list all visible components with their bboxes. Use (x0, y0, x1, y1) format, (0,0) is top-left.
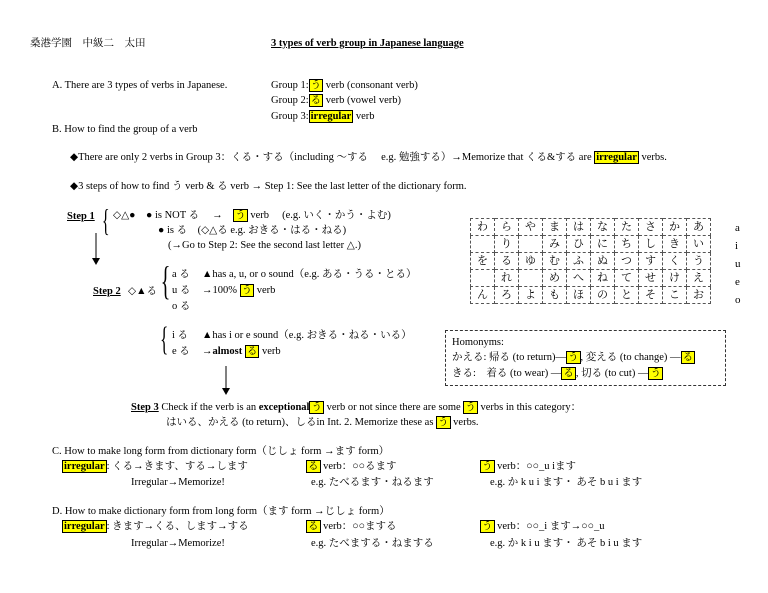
step3-line1: Step 3 Check if the verb is an exceptional う verb or not since there are some う verbs in this category： (131, 402, 582, 413)
kana-cell: ん (471, 287, 495, 304)
kana-row (471, 287, 711, 304)
d-irregular: irregular : きます→くる、します→する (64, 521, 249, 532)
c-u-verb: う verb：○○_u iます (482, 461, 577, 472)
c-irregular-memo: Irregular→Memorize! (131, 477, 225, 488)
kana-cell: ら (495, 219, 519, 236)
section-d-heading: D. How to make dictionary form from long form（ます form →じしょ form） (52, 506, 390, 517)
kana-cell: む (543, 253, 567, 270)
homonyms-line2: きる: 着る (to wear) — る , 切る (to cut) — う (452, 368, 661, 379)
kana-cell: ほ (567, 287, 591, 304)
kana-cell: め (543, 270, 567, 287)
step2-rule3: ▲has i or e sound（e.g. おきる・ねる・いる） (202, 330, 412, 341)
kana-cell: か (663, 219, 687, 236)
step2-label: Step 2 (93, 286, 121, 297)
step2-brace: { (160, 258, 171, 303)
school-header: 桑港学園 中級二 太田 (30, 38, 146, 49)
step1-label: Step 1 (67, 211, 95, 222)
section-b-line1: ◆There are only 2 verbs in Group 3：くる・する（including ～する e.g. 勉強する）→Memorize that くる&する are irregular verbs. (70, 152, 667, 163)
page-title: 3 types of verb group in Japanese language (271, 38, 464, 49)
u-ru: u る (172, 285, 191, 296)
kana-cell: ふ (567, 253, 591, 270)
homonyms-line1: かえる: 帰る (to return)— う , 変える (to change) — る (452, 352, 694, 363)
kana-cell: わ (471, 219, 495, 236)
kana-row (471, 236, 711, 253)
kana-cell: さ (639, 219, 663, 236)
e-ru: e る (172, 346, 190, 357)
section-b-heading: B. How to find the group of a verb (52, 124, 198, 135)
kana-cell: れ (495, 270, 519, 287)
kana-cell: こ (663, 287, 687, 304)
kana-cell: よ (519, 287, 543, 304)
c-ru-verb: る verb：○○るます (308, 461, 397, 472)
kana-row (471, 253, 711, 270)
kana-cell: へ (567, 270, 591, 287)
kana-cell: ひ (567, 236, 591, 253)
kana-cell: く (663, 253, 687, 270)
homonyms-title: Homonyms: (452, 337, 504, 348)
i-ru: i る (172, 330, 189, 341)
a-ru: a る (172, 269, 190, 280)
kana-cell: の (591, 287, 615, 304)
kana-cell (519, 236, 543, 253)
kana-cell: つ (615, 253, 639, 270)
step2-symbol: ◇▲る (128, 286, 157, 297)
kana-cell: ち (615, 236, 639, 253)
kana-cell: あ (687, 219, 711, 236)
d-ru-example: e.g. たべまする・ねまする (311, 538, 434, 549)
kana-cell: ま (543, 219, 567, 236)
kana-cell: ゆ (519, 253, 543, 270)
kana-cell: な (591, 219, 615, 236)
section-a-text: A. There are 3 types of verbs in Japanese. (52, 80, 228, 91)
step1-row3: (→Go to Step 2: See the second last letter △.) (168, 240, 361, 251)
group1-line: Group 1: う verb (consonant verb) (271, 80, 418, 91)
kana-cell: み (543, 236, 567, 253)
kana-cell: す (639, 253, 663, 270)
vowel-column: a i u e o (735, 222, 741, 306)
kana-cell: し (639, 236, 663, 253)
kana-cell: は (567, 219, 591, 236)
kana-cell: も (543, 287, 567, 304)
section-b-line2: ◆3 steps of how to find う verb & る verb → Step 1: See the last letter of the dictionary form. (70, 181, 467, 192)
step2-rule1: ▲has a, u, or o sound（e.g. ある・うる・とる） (202, 269, 417, 280)
kana-cell (471, 236, 495, 253)
kana-cell: き (663, 236, 687, 253)
kana-row (471, 270, 711, 287)
step2-brace2: { (160, 321, 169, 358)
d-irregular-memo: Irregular→Memorize! (131, 538, 225, 549)
d-u-example: e.g. か k i u ます・ あそ b i u ます (490, 538, 643, 549)
step1-row2: ● is る (◇△る e.g. おきる・はる・ねる) (158, 225, 347, 236)
kana-cell: お (687, 287, 711, 304)
c-u-example: e.g. か k u i ます・ あそ b u i ます (490, 477, 643, 488)
kana-cell: る (495, 253, 519, 270)
kana-cell: ろ (495, 287, 519, 304)
kana-cell: て (615, 270, 639, 287)
kana-cell: け (663, 270, 687, 287)
group2-line: Group 2: る verb (vowel verb) (271, 95, 401, 106)
kana-cell: い (687, 236, 711, 253)
group3-line: Group 3: irregular verb (271, 111, 375, 122)
section-c-heading: C. How to make long form from dictionary form（じしょ form →ます form） (52, 446, 390, 457)
kana-cell: う (687, 253, 711, 270)
kana-cell: ね (591, 270, 615, 287)
kana-cell (519, 270, 543, 287)
c-ru-example: e.g. たべるます・ねるます (311, 477, 434, 488)
kana-cell: ぬ (591, 253, 615, 270)
kana-cell: た (615, 219, 639, 236)
kana-cell: に (591, 236, 615, 253)
kana-cell: を (471, 253, 495, 270)
kana-cell: え (687, 270, 711, 287)
c-irregular: irregular : くる→きます、する→します (64, 461, 248, 472)
kana-row (471, 219, 711, 236)
kana-cell: せ (639, 270, 663, 287)
kana-table (470, 218, 711, 304)
d-u-verb: う verb：○○_i ます→○○_u (482, 521, 605, 532)
step3-line2: はいる、かえる (to return)、しるin Int. 2. Memorize these as う verbs. (166, 417, 479, 428)
step2-rule4: →almost る verb (202, 346, 281, 357)
d-ru-verb: る verb：○○まする (308, 521, 397, 532)
kana-cell: と (615, 287, 639, 304)
step1-brace: { (101, 202, 110, 238)
kana-cell: そ (639, 287, 663, 304)
step1-row1: ◇△● ● is NOT る → う verb (e.g. いく・かう・よむ) (113, 210, 391, 221)
step2-rule2: →100% う verb (202, 285, 276, 296)
kana-cell (471, 270, 495, 287)
kana-cell: や (519, 219, 543, 236)
kana-cell: り (495, 236, 519, 253)
o-ru: o る (172, 301, 191, 312)
